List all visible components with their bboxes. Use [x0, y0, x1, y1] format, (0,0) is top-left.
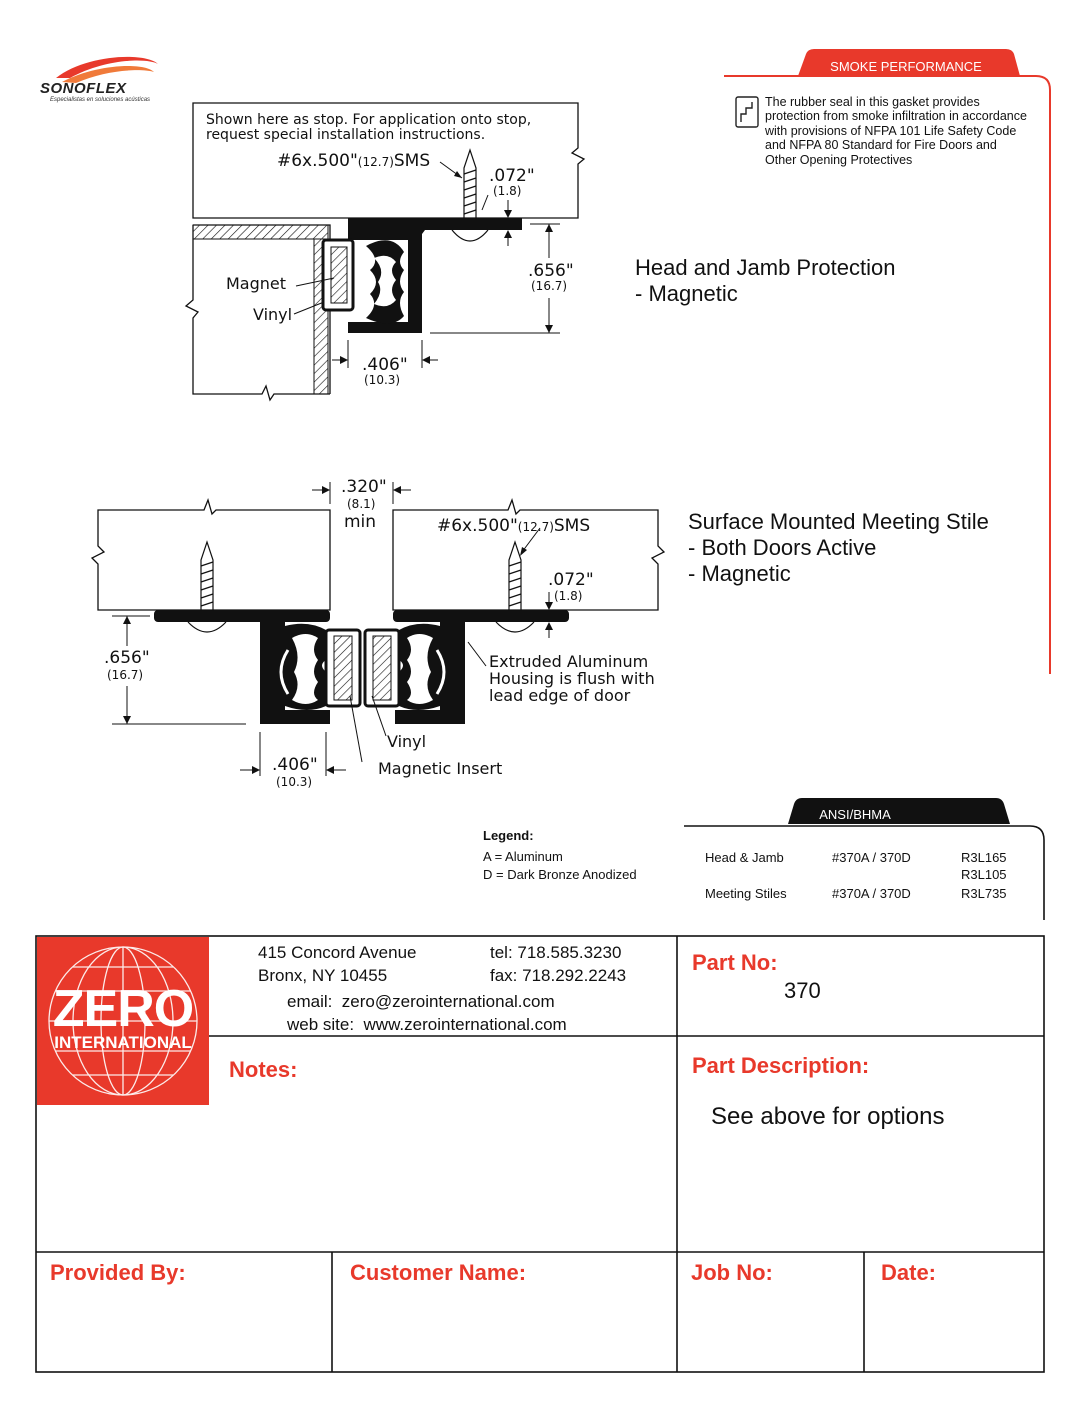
housing-note-line: lead edge of door	[489, 686, 631, 705]
ansi-row-part: #370A / 370D	[832, 850, 911, 865]
part-description-value: See above for options	[711, 1103, 945, 1130]
ansi-row-code: R3L165	[961, 850, 1007, 865]
smoke-line: The rubber seal in this gasket provides	[765, 95, 980, 109]
legend-title: Legend:	[483, 828, 534, 843]
dim-406: .406"	[362, 355, 408, 375]
provided-by-label: Provided By:	[50, 1260, 186, 1285]
ansi-row	[705, 850, 1025, 890]
screw-spec-2: #6x.500"(12.7)SMS	[437, 516, 591, 536]
dim-072-mm-2: (1.8)	[554, 589, 583, 603]
contact-tel: tel: 718.585.3230	[490, 943, 622, 962]
smoke-tab-label: SMOKE PERFORMANCE	[830, 59, 982, 74]
legend	[483, 827, 637, 884]
screw-spec: #6x.500"(12.7)SMS	[277, 151, 431, 171]
contact-website[interactable]: web site: www.zerointernational.com	[287, 1015, 567, 1034]
meeting-stile-drawing	[0, 460, 700, 820]
zero-logo-sub: INTERNATIONAL	[54, 1033, 192, 1052]
dim-406-mm: (10.3)	[364, 373, 401, 387]
smoke-line: with provisions of NFPA 101 Life Safety Code	[765, 123, 1017, 138]
ansi-row-code: R3L735	[961, 886, 1007, 901]
contact-email[interactable]: email: zero@zerointernational.com	[287, 992, 555, 1011]
smoke-door-icon	[735, 96, 759, 128]
ansi-row-code: R3L105	[961, 867, 1007, 882]
ansi-row-part: #370A / 370D	[832, 886, 911, 901]
part-no-label: Part No:	[692, 950, 778, 975]
housing-note-line: Extruded Aluminum	[489, 652, 649, 671]
date-label: Date:	[881, 1260, 937, 1285]
smoke-line: Other Opening Protectives	[765, 152, 913, 167]
dim-320-mm: (8.1)	[347, 497, 376, 511]
dim-072-2: .072"	[548, 570, 594, 590]
contact-address2: Bronx, NY 10455	[258, 966, 388, 985]
ansi-tab-label: ANSI/BHMA	[819, 807, 891, 822]
ansi-row-name: Meeting Stiles	[705, 886, 787, 901]
part-description-label: Part Description:	[692, 1053, 870, 1078]
notes-label: Notes:	[229, 1057, 298, 1082]
dim-406-2: .406"	[272, 755, 318, 775]
legend-item: A = Aluminum	[483, 849, 563, 864]
job-no-label: Job No:	[691, 1260, 773, 1285]
dim-072: .072"	[489, 166, 535, 186]
ansi-row	[705, 886, 1025, 906]
dim-656: .656"	[528, 261, 574, 281]
customer-name-label: Customer Name:	[350, 1260, 527, 1285]
dim-656-mm: (16.7)	[531, 279, 568, 293]
dim-406-mm-2: (10.3)	[276, 775, 313, 789]
legend-item: D = Dark Bronze Anodized	[483, 867, 637, 882]
dim-320-min: min	[344, 512, 377, 532]
heading-line: Surface Mounted Meeting Stile	[688, 509, 989, 534]
dim-656-2: .656"	[104, 648, 150, 668]
head-jamb-drawing	[0, 0, 720, 420]
label-vinyl: Vinyl	[253, 305, 293, 324]
heading-meeting-stile	[688, 509, 989, 587]
ansi-row-name: Head & Jamb	[705, 850, 784, 865]
housing-note-line: Housing is flush with	[489, 669, 655, 688]
heading-line: - Both Doors Active	[688, 535, 877, 560]
heading-head-jamb	[635, 255, 896, 307]
label-magnetic-insert: Magnetic Insert	[378, 759, 503, 778]
heading-line: Head and Jamb Protection	[635, 255, 896, 280]
heading-line: - Magnetic	[688, 561, 791, 586]
zero-logo-word: ZERO	[52, 980, 194, 1038]
smoke-line: protection from smoke infiltration in accordance	[765, 109, 1027, 124]
dim-072-mm: (1.8)	[493, 184, 522, 198]
dim-656-mm-2: (16.7)	[107, 668, 144, 682]
heading-line: - Magnetic	[635, 281, 738, 306]
sonoflex-name: SONOFLEX	[40, 80, 127, 97]
install-note-line: Shown here as stop. For application onto stop,	[206, 112, 532, 128]
dim-320: .320"	[341, 477, 387, 497]
smoke-line: and NFPA 80 Standard for Fire Doors and	[765, 138, 997, 153]
zero-international-logo	[37, 937, 209, 1105]
label-vinyl-2: Vinyl	[387, 732, 427, 751]
sonoflex-tagline: Especialistas en soluciones acústicas	[50, 97, 151, 103]
contact-fax: fax: 718.292.2243	[490, 966, 627, 985]
part-no-value: 370	[784, 978, 821, 1003]
label-magnet: Magnet	[226, 274, 287, 293]
smoke-description	[765, 95, 1027, 167]
install-note-line: request special installation instructions.	[206, 127, 486, 143]
contact-address1: 415 Concord Avenue	[258, 943, 417, 962]
